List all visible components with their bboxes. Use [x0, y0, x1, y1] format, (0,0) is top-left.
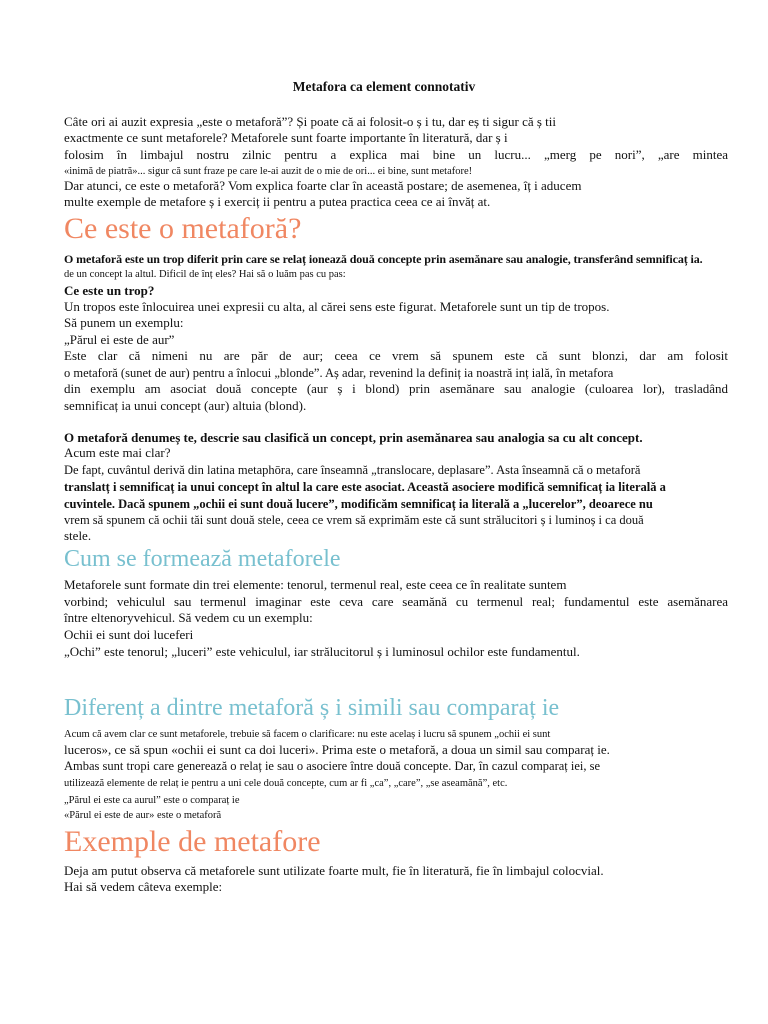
intro-line: multe exemple de metafore ș i exerciț ii pentru a putea practica ceea ce ai învăț at.	[64, 194, 491, 209]
body-line: Acum că avem clar ce sunt metaforele, trebuie să facem o clarificare: nu este acelaș i lucru să spunem „ochii ei sunt	[64, 729, 551, 740]
example-line: „Părul ei este ca aurul” este o comparaț ie	[64, 795, 240, 806]
body-line: semnificaț ia unui concept (aur) altuia (blond).	[64, 398, 307, 413]
definition-line: O metaforă denumeș te, descrie sau clasifică un concept, prin asemănarea sau analogia sa cu alt concept.	[64, 430, 643, 445]
body-line: Este clar că nimeni nu are păr de aur; ceea ce vrem să spunem este că sunt blonzi, dar am folosit	[64, 348, 728, 363]
section-heading-examples: Exemple de metafore	[64, 825, 321, 858]
subheading-what-is-trope: Ce este un trop?	[64, 283, 155, 298]
example-line: Ochii ei sunt doi luceferi	[64, 627, 194, 642]
body-line: o metaforă (sunet de aur) pentru a înlocui „blonde”. Aș adar, revenind la definiț ia noastră inț ială, în metafora	[64, 366, 614, 380]
body-line: translatț i semnificaț ia unui concept în altul la care este asociat. Această asociere modifică semnificaț ia literală a	[64, 480, 666, 494]
body-line: Metaforele sunt formate din trei elemente: tenorul, termenul real, este ceea ce în realitate suntem	[64, 577, 567, 592]
body-line: vrem să spunem că ochii tăi sunt două stele, ceea ce vrem să exprimăm este că sunt strălucitori ș i luminoș i ca două	[64, 513, 644, 527]
body-line: „Ochi” este tenorul; „luceri” este vehiculul, iar strălucitorul ș i luminosul ochilor este fundamentul.	[64, 644, 580, 659]
body-line: Un tropos este înlocuirea unei expresii cu alta, al cărei sens este figurat. Metaforele sunt un tip de tropos.	[64, 299, 610, 314]
intro-line: «inimă de piatră»... sigur că sunt fraze pe care le-ai auzit de o mie de ori... ei bine, sunt metafore!	[64, 166, 473, 177]
body-line: cuvintele. Dacă spunem „ochii ei sunt două lucere”, modificăm semnificaț ia literală a „lucerelor”, deoarece nu	[64, 497, 653, 511]
body-line: stele.	[64, 528, 92, 543]
intro-line: Câte ori ai auzit expresia „este o metaforă”? Și poate că ai folosit-o ș i tu, dar eș ti sigur că ș tii	[64, 114, 557, 129]
intro-line: exactmente ce sunt metaforele? Metaforele sunt foarte importante în literatură, dar ș i	[64, 130, 508, 145]
intro-line: Dar atunci, ce este o metaforă? Vom explica foarte clar în această postare; de asemenea, îț i aducem	[64, 178, 582, 193]
body-line: vorbind; vehiculul sau termenul imaginar este ceva care seamănă cu termenul real; fundamentul este asemănarea	[64, 594, 728, 609]
body-line: utilizează elemente de relaț ie pentru a uni cele două concepte, cum ar fi „ca”, „care”, „se aseamănă”, etc.	[64, 778, 508, 789]
body-line: Să punem un exemplu:	[64, 315, 184, 330]
document-title: Metafora ca element connotativ	[292, 79, 476, 94]
body-line: Acum este mai clar?	[64, 445, 171, 460]
body-line: De fapt, cuvântul derivă din latina metaphōra, care înseamnă „translocare, deplasare”. Asta înseamnă că o metaforă	[64, 463, 641, 477]
body-line: Ambas sunt tropi care generează o relaț ie sau o asociere între două concepte. Dar, în cazul comparaț iei, se	[64, 759, 601, 773]
intro-line: folosim în limbajul nostru zilnic pentru a explica mai bine un lucru... „merg pe nori”, „are mintea	[64, 147, 728, 162]
example-line: „Părul ei este de aur”	[64, 332, 175, 347]
section-heading-how-metaphors-form: Cum se formează metaforele	[64, 546, 341, 572]
section-heading-difference: Diferenț a dintre metaforă ș i simili sau comparaț ie	[64, 695, 560, 721]
definition-line: O metaforă este un trop diferit prin care se relaț ionează două concepte prin asemănare sau analogie, transferând semnificaț ia.	[64, 252, 703, 266]
body-line: din exemplu am asociat două concepte (aur ș i blond) prin asemănare sau analogie (culoarea lor), trasladând	[64, 381, 728, 396]
body-line: Deja am putut observa că metaforele sunt utilizate foarte mult, fie în literatură, fie în limbajul colocvial.	[64, 863, 604, 878]
body-line: de un concept la altul. Dificil de înț eles? Hai să o luăm pas cu pas:	[64, 269, 346, 280]
body-line: luceros», ce să spun «ochii ei sunt ca doi luceri». Prima este o metaforă, a doua un simil sau comparaț ie.	[64, 742, 610, 757]
example-line: «Părul ei este de aur» este o metaforă	[64, 810, 222, 821]
body-line: Hai să vedem câteva exemple:	[64, 879, 223, 894]
section-heading-what-is-metaphor: Ce este o metaforă?	[64, 212, 302, 245]
body-line: între eltenoryvehicul. Să vedem cu un exemplu:	[64, 610, 313, 625]
